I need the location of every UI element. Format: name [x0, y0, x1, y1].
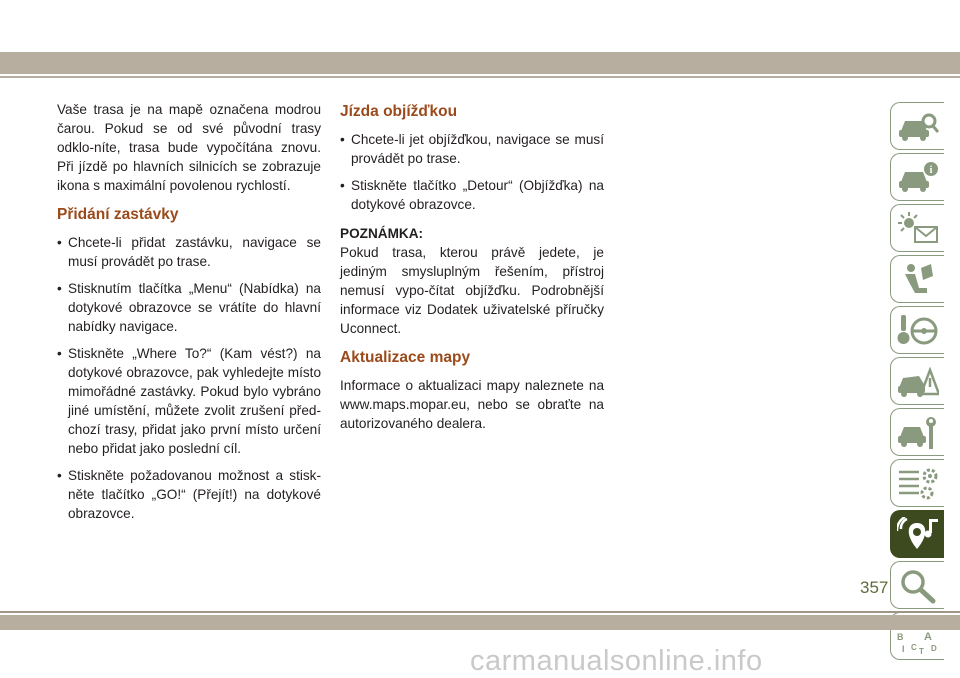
- add-stop-list: [57, 233, 321, 523]
- svg-text:i: i: [929, 165, 933, 176]
- multimedia-navigation-icon: [897, 517, 939, 553]
- right-column: [340, 100, 604, 443]
- section-heading-detour: Jízda objížďkou: [340, 103, 458, 120]
- warning-lights-mail-icon: [897, 211, 939, 247]
- footer-band: [0, 615, 960, 630]
- list-item: • Stiskněte požadovanou možnost a stisk-něte tlačítko „GO!“ (Přejít!) na dotykové obrazovce.: [57, 466, 321, 523]
- tab-key-steering[interactable]: [890, 306, 944, 354]
- chapter-tabs: [890, 102, 946, 663]
- airbag-seat-icon: [897, 262, 939, 298]
- tab-car-wrench[interactable]: [890, 408, 944, 456]
- list-item: • Stiskněte tlačítko „Detour“ (Objížďka) na dotykové obrazovce.: [340, 176, 604, 214]
- index-letter-d: D: [931, 644, 937, 653]
- left-column: [57, 100, 321, 533]
- index-letter-c: C: [911, 643, 917, 652]
- key-steering-wheel-icon: [897, 313, 939, 349]
- section-heading-add-stop: Přidání zastávky: [57, 206, 179, 223]
- map-update-text: Informace o aktualizaci mapy naleznete na www.maps.mopar.eu, nebo se obraťte na autorizovaného dealera.: [340, 378, 604, 431]
- car-emergency-icon: [897, 364, 939, 400]
- tab-multimedia[interactable]: [890, 510, 944, 558]
- list-item: • Stiskněte „Where To?“ (Kam vést?) na dotykové obrazovce, pak vyhledejte místo mimořádné zastávky. Pokud bylo vybráno jiné umístění, můžete zvolit zrušení před-chozí trasy, přidat jako první místo určení nebo přidat jako poslední cíl.: [57, 344, 321, 458]
- tab-airbag-seat[interactable]: [890, 255, 944, 303]
- watermark: carmanualsonline.info: [470, 645, 763, 677]
- car-wrench-icon: [897, 415, 939, 451]
- specifications-gear-icon: [897, 466, 939, 502]
- header-rule: [0, 76, 960, 78]
- tab-search[interactable]: [890, 561, 944, 609]
- footer-rule: [0, 611, 960, 613]
- index-letter-a: A: [924, 631, 932, 643]
- index-letter-i: I: [902, 644, 905, 654]
- section-heading-map-update: Aktualizace mapy: [340, 349, 471, 366]
- list-item: • Chcete-li přidat zastávku, navigace se musí provádět po trase.: [57, 233, 321, 271]
- tab-warning-lights[interactable]: [890, 204, 944, 252]
- car-search-icon: [897, 109, 939, 145]
- car-info-icon: [897, 160, 939, 196]
- index-letter-t: T: [919, 647, 924, 655]
- list-item: • Chcete-li jet objížďkou, navigace se musí provádět po trase.: [340, 130, 604, 168]
- detour-list: [340, 130, 604, 214]
- tab-specifications[interactable]: [890, 459, 944, 507]
- note-text: Pokud trasa, kterou právě jedete, je jediným smysluplným řešením, přístroj nemusí vypo-čítat objížďku. Podrobnější informace viz Dodatek uživatelské příručky Uconnect.: [340, 245, 604, 336]
- index-letter-b: B: [897, 632, 904, 642]
- intro-paragraph: Vaše trasa je na mapě označena modrou čarou. Pokud se od své původní trasy odklo-níte, trasa bude vypočítána znovu. Při jízdě po hlavních silnicích se zobrazuje ikona s maximální povolenou rychlostí.: [57, 102, 321, 193]
- page-number: 357: [860, 578, 889, 597]
- tab-car-emergency[interactable]: [890, 357, 944, 405]
- list-item: • Stisknutím tlačítka „Menu“ (Nabídka) na dotykové obrazovce se vrátíte do hlavní nabídky navigace.: [57, 279, 321, 336]
- tab-car-search[interactable]: [890, 102, 944, 150]
- tab-car-info[interactable]: [890, 153, 944, 201]
- header-band: [0, 52, 960, 74]
- note-title: POZNÁMKA:: [340, 226, 424, 241]
- magnifier-icon: [897, 568, 939, 604]
